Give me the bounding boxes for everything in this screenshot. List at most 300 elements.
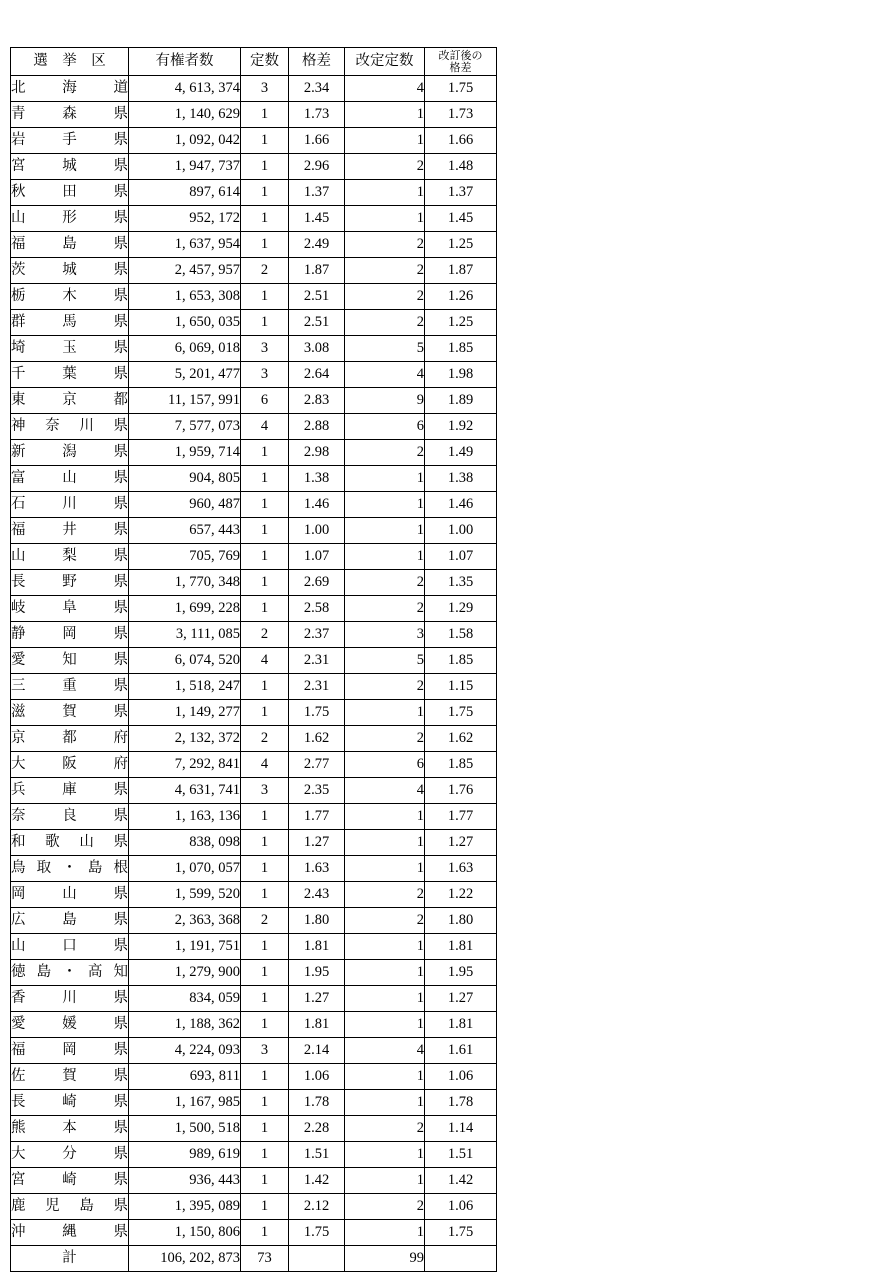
cell-seats: 1 [241, 1168, 289, 1194]
cell-district [11, 336, 129, 362]
cell-voters: 6, 074, 520 [129, 648, 241, 674]
district-label: 大 阪 府 [11, 756, 128, 772]
cell-total-seats: 73 [241, 1246, 289, 1272]
cell-voters: 1, 070, 057 [129, 856, 241, 882]
cell-voters: 1, 191, 751 [129, 934, 241, 960]
cell-gap: 1.06 [289, 1064, 345, 1090]
district-label: 大 分 県 [11, 1146, 128, 1162]
district-label: 宮 崎 県 [11, 1172, 128, 1188]
table-row [11, 908, 497, 934]
table-row [11, 700, 497, 726]
cell-voters: 1, 500, 518 [129, 1116, 241, 1142]
district-label: 長 崎 県 [11, 1094, 128, 1110]
cell-gap: 2.37 [289, 622, 345, 648]
cell-new-gap: 1.81 [425, 934, 497, 960]
cell-new-seats: 2 [345, 440, 425, 466]
cell-seats: 2 [241, 726, 289, 752]
cell-voters: 1, 279, 900 [129, 960, 241, 986]
cell-district [11, 882, 129, 908]
cell-new-gap: 1.81 [425, 1012, 497, 1038]
table-row [11, 518, 497, 544]
cell-district [11, 1142, 129, 1168]
table-row [11, 1194, 497, 1220]
cell-gap: 1.38 [289, 466, 345, 492]
table-row [11, 986, 497, 1012]
cell-district [11, 518, 129, 544]
table-row [11, 336, 497, 362]
cell-new-gap: 1.63 [425, 856, 497, 882]
district-label: 佐 賀 県 [11, 1068, 128, 1084]
district-label: 鳥取・島根 [11, 860, 128, 876]
cell-new-seats: 4 [345, 362, 425, 388]
cell-district [11, 102, 129, 128]
table-row [11, 258, 497, 284]
cell-gap: 1.00 [289, 518, 345, 544]
cell-seats: 1 [241, 440, 289, 466]
cell-district [11, 388, 129, 414]
cell-gap: 2.69 [289, 570, 345, 596]
cell-new-gap: 1.38 [425, 466, 497, 492]
cell-seats: 3 [241, 336, 289, 362]
cell-gap: 2.31 [289, 674, 345, 700]
cell-gap: 1.95 [289, 960, 345, 986]
cell-gap: 1.81 [289, 934, 345, 960]
cell-gap: 1.45 [289, 206, 345, 232]
cell-new-gap: 1.35 [425, 570, 497, 596]
district-label: 徳島・高知 [11, 964, 128, 980]
cell-new-gap: 1.06 [425, 1064, 497, 1090]
cell-new-seats: 2 [345, 258, 425, 284]
table-row [11, 1116, 497, 1142]
cell-seats: 1 [241, 1012, 289, 1038]
cell-seats: 1 [241, 1116, 289, 1142]
cell-district [11, 310, 129, 336]
cell-district [11, 544, 129, 570]
column-header-new-gap-line1: 改訂後の [438, 49, 483, 62]
cell-voters: 904, 805 [129, 466, 241, 492]
cell-new-gap: 1.95 [425, 960, 497, 986]
district-label: 新 潟 県 [11, 444, 128, 460]
cell-district [11, 778, 129, 804]
cell-district [11, 180, 129, 206]
table-row [11, 856, 497, 882]
cell-new-seats: 9 [345, 388, 425, 414]
cell-new-seats: 1 [345, 492, 425, 518]
cell-new-seats: 1 [345, 128, 425, 154]
column-header-new-seats: 改定定数 [345, 48, 425, 76]
district-label: 群 馬 県 [11, 314, 128, 330]
cell-gap: 1.07 [289, 544, 345, 570]
district-label: 埼 玉 県 [11, 340, 128, 356]
table-row [11, 1064, 497, 1090]
cell-voters: 2, 363, 368 [129, 908, 241, 934]
cell-district [11, 154, 129, 180]
cell-seats: 1 [241, 882, 289, 908]
header-row [11, 48, 497, 76]
table-total-row [11, 1246, 497, 1272]
cell-total-gap [289, 1246, 345, 1272]
cell-district [11, 1012, 129, 1038]
cell-district [11, 1064, 129, 1090]
table-row [11, 1038, 497, 1064]
cell-new-gap: 1.92 [425, 414, 497, 440]
cell-district [11, 700, 129, 726]
cell-new-gap: 1.51 [425, 1142, 497, 1168]
cell-new-seats: 1 [345, 466, 425, 492]
cell-voters: 4, 613, 374 [129, 76, 241, 102]
cell-new-seats: 1 [345, 102, 425, 128]
cell-new-gap: 1.07 [425, 544, 497, 570]
column-header-district: 選 挙 区 [11, 48, 129, 76]
table-row [11, 362, 497, 388]
cell-seats: 1 [241, 206, 289, 232]
cell-new-seats: 2 [345, 726, 425, 752]
district-label: 宮 城 県 [11, 158, 128, 174]
cell-gap: 2.31 [289, 648, 345, 674]
cell-gap: 2.35 [289, 778, 345, 804]
table-row [11, 1142, 497, 1168]
cell-seats: 1 [241, 1220, 289, 1246]
cell-voters: 5, 201, 477 [129, 362, 241, 388]
district-label: 愛 媛 県 [11, 1016, 128, 1032]
cell-new-seats: 1 [345, 206, 425, 232]
cell-seats: 1 [241, 128, 289, 154]
cell-new-seats: 2 [345, 570, 425, 596]
table-row [11, 466, 497, 492]
cell-new-gap: 1.85 [425, 752, 497, 778]
cell-gap: 3.08 [289, 336, 345, 362]
cell-new-seats: 6 [345, 414, 425, 440]
district-label: 長 野 県 [11, 574, 128, 590]
cell-seats: 1 [241, 830, 289, 856]
district-label: 福 井 県 [11, 522, 128, 538]
district-label: 石 川 県 [11, 496, 128, 512]
cell-new-seats: 1 [345, 1012, 425, 1038]
cell-seats: 6 [241, 388, 289, 414]
district-label: 青 森 県 [11, 106, 128, 122]
cell-new-gap: 1.77 [425, 804, 497, 830]
cell-voters: 1, 167, 985 [129, 1090, 241, 1116]
cell-gap: 2.51 [289, 310, 345, 336]
cell-voters: 4, 631, 741 [129, 778, 241, 804]
cell-new-gap: 1.15 [425, 674, 497, 700]
cell-district [11, 258, 129, 284]
cell-seats: 1 [241, 700, 289, 726]
table-row [11, 1090, 497, 1116]
cell-new-gap: 1.29 [425, 596, 497, 622]
cell-new-seats: 1 [345, 1090, 425, 1116]
cell-voters: 838, 098 [129, 830, 241, 856]
district-label: 滋 賀 県 [11, 704, 128, 720]
column-header-voters: 有権者数 [129, 48, 241, 76]
cell-district [11, 1168, 129, 1194]
district-label: 静 岡 県 [11, 626, 128, 642]
cell-total-label: 計 [11, 1246, 129, 1272]
cell-seats: 1 [241, 154, 289, 180]
cell-voters: 6, 069, 018 [129, 336, 241, 362]
cell-new-gap: 1.87 [425, 258, 497, 284]
cell-voters: 11, 157, 991 [129, 388, 241, 414]
district-label: 和 歌 山 県 [11, 834, 128, 850]
cell-voters: 1, 637, 954 [129, 232, 241, 258]
cell-seats: 3 [241, 362, 289, 388]
table-row [11, 622, 497, 648]
cell-voters: 897, 614 [129, 180, 241, 206]
cell-voters: 657, 443 [129, 518, 241, 544]
district-label: 岩 手 県 [11, 132, 128, 148]
cell-gap: 1.27 [289, 986, 345, 1012]
table-row [11, 154, 497, 180]
cell-new-seats: 1 [345, 518, 425, 544]
cell-new-gap: 1.27 [425, 830, 497, 856]
cell-gap: 2.96 [289, 154, 345, 180]
cell-new-gap: 1.46 [425, 492, 497, 518]
district-label: 鹿 児 島 県 [11, 1198, 128, 1214]
cell-voters: 3, 111, 085 [129, 622, 241, 648]
table-row [11, 1012, 497, 1038]
apportionment-table [10, 47, 497, 1272]
cell-voters: 1, 959, 714 [129, 440, 241, 466]
table-row [11, 960, 497, 986]
district-label: 香 川 県 [11, 990, 128, 1006]
district-label: 奈 良 県 [11, 808, 128, 824]
cell-new-seats: 2 [345, 310, 425, 336]
cell-new-seats: 3 [345, 622, 425, 648]
cell-seats: 1 [241, 1142, 289, 1168]
cell-new-gap: 1.27 [425, 986, 497, 1012]
cell-new-seats: 2 [345, 908, 425, 934]
cell-new-seats: 1 [345, 1168, 425, 1194]
cell-gap: 2.98 [289, 440, 345, 466]
cell-seats: 1 [241, 518, 289, 544]
cell-gap: 1.66 [289, 128, 345, 154]
table-row [11, 232, 497, 258]
cell-new-gap: 1.14 [425, 1116, 497, 1142]
cell-district [11, 362, 129, 388]
cell-new-gap: 1.06 [425, 1194, 497, 1220]
cell-gap: 1.63 [289, 856, 345, 882]
table-row [11, 128, 497, 154]
cell-district [11, 830, 129, 856]
cell-district [11, 726, 129, 752]
cell-voters: 1, 140, 629 [129, 102, 241, 128]
cell-new-gap: 1.98 [425, 362, 497, 388]
cell-gap: 2.64 [289, 362, 345, 388]
cell-new-gap: 1.45 [425, 206, 497, 232]
cell-district [11, 596, 129, 622]
cell-district [11, 284, 129, 310]
table-row [11, 440, 497, 466]
cell-gap: 2.34 [289, 76, 345, 102]
cell-seats: 4 [241, 414, 289, 440]
district-label: 千 葉 県 [11, 366, 128, 382]
district-label: 神 奈 川 県 [11, 418, 128, 434]
cell-gap: 2.51 [289, 284, 345, 310]
district-label: 富 山 県 [11, 470, 128, 486]
district-label: 広 島 県 [11, 912, 128, 928]
cell-voters: 1, 188, 362 [129, 1012, 241, 1038]
cell-new-seats: 6 [345, 752, 425, 778]
cell-district [11, 622, 129, 648]
cell-gap: 2.49 [289, 232, 345, 258]
district-label: 福 島 県 [11, 236, 128, 252]
cell-seats: 3 [241, 1038, 289, 1064]
cell-voters: 989, 619 [129, 1142, 241, 1168]
cell-voters: 1, 150, 806 [129, 1220, 241, 1246]
cell-new-seats: 4 [345, 778, 425, 804]
cell-district [11, 128, 129, 154]
cell-gap: 2.58 [289, 596, 345, 622]
district-label: 茨 城 県 [11, 262, 128, 278]
table-row [11, 570, 497, 596]
cell-seats: 2 [241, 622, 289, 648]
apportionment-table-wrapper [10, 47, 497, 1272]
cell-new-seats: 2 [345, 284, 425, 310]
cell-district [11, 440, 129, 466]
cell-gap: 1.37 [289, 180, 345, 206]
district-label: 北 海 道 [11, 80, 128, 96]
cell-voters: 1, 770, 348 [129, 570, 241, 596]
cell-voters: 1, 599, 520 [129, 882, 241, 908]
table-row [11, 804, 497, 830]
table-row [11, 674, 497, 700]
cell-gap: 1.42 [289, 1168, 345, 1194]
cell-seats: 1 [241, 596, 289, 622]
cell-new-gap: 1.22 [425, 882, 497, 908]
cell-district [11, 466, 129, 492]
table-row [11, 1168, 497, 1194]
cell-new-gap: 1.37 [425, 180, 497, 206]
cell-gap: 1.51 [289, 1142, 345, 1168]
table-row [11, 778, 497, 804]
cell-seats: 1 [241, 310, 289, 336]
cell-gap: 1.87 [289, 258, 345, 284]
district-label: 山 梨 県 [11, 548, 128, 564]
table-row [11, 180, 497, 206]
cell-new-gap: 1.25 [425, 232, 497, 258]
cell-gap: 1.75 [289, 700, 345, 726]
cell-new-gap: 1.76 [425, 778, 497, 804]
table-body [11, 76, 497, 1272]
table-row [11, 310, 497, 336]
cell-new-seats: 1 [345, 960, 425, 986]
column-header-gap: 格差 [289, 48, 345, 76]
cell-voters: 1, 653, 308 [129, 284, 241, 310]
cell-new-gap: 1.58 [425, 622, 497, 648]
cell-district [11, 804, 129, 830]
cell-new-seats: 1 [345, 804, 425, 830]
table-row [11, 492, 497, 518]
district-label: 三 重 県 [11, 678, 128, 694]
cell-new-gap: 1.75 [425, 700, 497, 726]
district-label: 兵 庫 県 [11, 782, 128, 798]
cell-new-seats: 2 [345, 674, 425, 700]
cell-gap: 1.77 [289, 804, 345, 830]
cell-district [11, 1220, 129, 1246]
district-label: 熊 本 県 [11, 1120, 128, 1136]
cell-voters: 1, 092, 042 [129, 128, 241, 154]
district-label: 東 京 都 [11, 392, 128, 408]
cell-new-gap: 1.89 [425, 388, 497, 414]
cell-district [11, 960, 129, 986]
cell-gap: 2.12 [289, 1194, 345, 1220]
cell-seats: 4 [241, 648, 289, 674]
cell-voters: 705, 769 [129, 544, 241, 570]
cell-total-voters: 106, 202, 873 [129, 1246, 241, 1272]
cell-district [11, 492, 129, 518]
cell-district [11, 206, 129, 232]
cell-new-gap: 1.75 [425, 76, 497, 102]
cell-district [11, 570, 129, 596]
column-header-seats: 定数 [241, 48, 289, 76]
cell-seats: 1 [241, 102, 289, 128]
cell-new-gap: 1.73 [425, 102, 497, 128]
cell-gap: 1.27 [289, 830, 345, 856]
cell-new-seats: 2 [345, 596, 425, 622]
cell-seats: 1 [241, 986, 289, 1012]
district-label: 京 都 府 [11, 730, 128, 746]
cell-seats: 1 [241, 180, 289, 206]
cell-new-seats: 4 [345, 76, 425, 102]
cell-voters: 834, 059 [129, 986, 241, 1012]
cell-new-gap: 1.78 [425, 1090, 497, 1116]
cell-voters: 1, 699, 228 [129, 596, 241, 622]
cell-gap: 2.28 [289, 1116, 345, 1142]
cell-district [11, 752, 129, 778]
cell-gap: 1.62 [289, 726, 345, 752]
cell-new-seats: 2 [345, 1116, 425, 1142]
table-row [11, 830, 497, 856]
cell-new-seats: 1 [345, 934, 425, 960]
cell-seats: 1 [241, 492, 289, 518]
cell-new-seats: 1 [345, 544, 425, 570]
cell-seats: 1 [241, 856, 289, 882]
table-row [11, 726, 497, 752]
cell-gap: 1.81 [289, 1012, 345, 1038]
column-header-new-gap-line2: 格差 [449, 61, 472, 74]
table-row [11, 648, 497, 674]
cell-new-gap: 1.61 [425, 1038, 497, 1064]
cell-gap: 1.46 [289, 492, 345, 518]
cell-voters: 1, 518, 247 [129, 674, 241, 700]
cell-district [11, 1038, 129, 1064]
cell-new-gap: 1.49 [425, 440, 497, 466]
cell-voters: 2, 132, 372 [129, 726, 241, 752]
cell-voters: 936, 443 [129, 1168, 241, 1194]
cell-district [11, 986, 129, 1012]
cell-new-gap: 1.26 [425, 284, 497, 310]
cell-seats: 1 [241, 1090, 289, 1116]
district-label: 愛 知 県 [11, 652, 128, 668]
cell-seats: 4 [241, 752, 289, 778]
cell-gap: 1.80 [289, 908, 345, 934]
cell-district [11, 1090, 129, 1116]
cell-new-gap: 1.85 [425, 648, 497, 674]
cell-seats: 1 [241, 232, 289, 258]
cell-new-seats: 2 [345, 154, 425, 180]
cell-gap: 2.77 [289, 752, 345, 778]
cell-new-gap: 1.80 [425, 908, 497, 934]
cell-seats: 1 [241, 934, 289, 960]
cell-district [11, 674, 129, 700]
cell-voters: 1, 947, 737 [129, 154, 241, 180]
cell-new-gap: 1.48 [425, 154, 497, 180]
cell-new-seats: 2 [345, 1194, 425, 1220]
cell-district [11, 908, 129, 934]
cell-new-seats: 1 [345, 700, 425, 726]
cell-voters: 1, 395, 089 [129, 1194, 241, 1220]
district-label: 沖 縄 県 [11, 1224, 128, 1240]
